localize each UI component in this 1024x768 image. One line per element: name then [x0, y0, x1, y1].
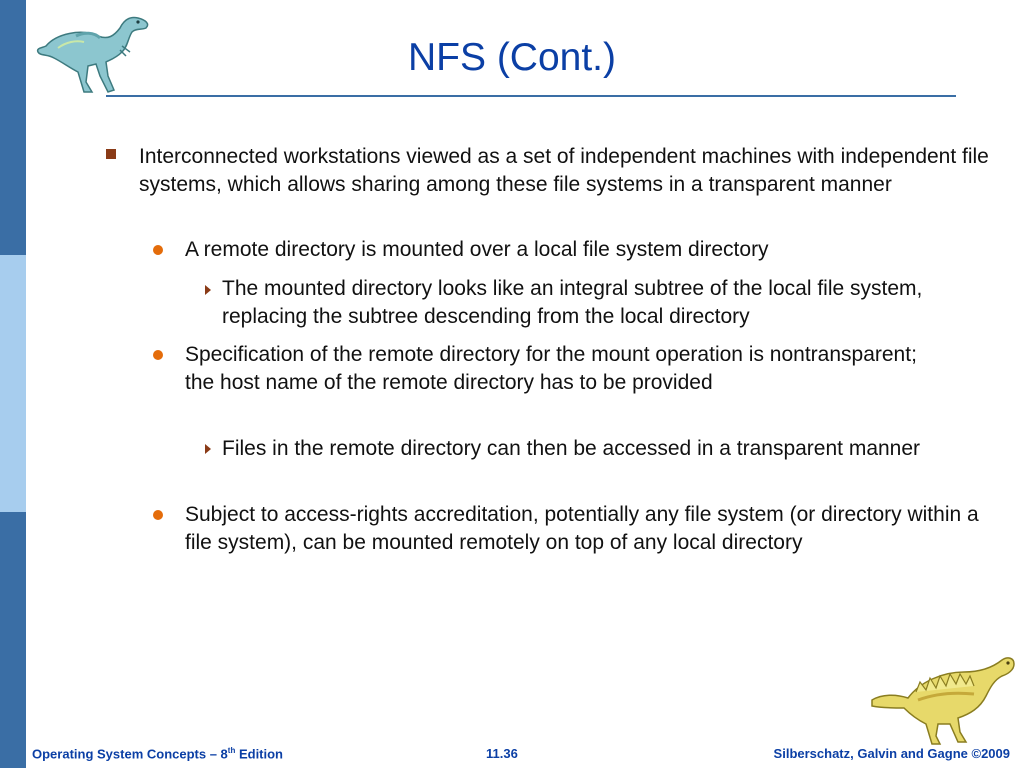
bullet-level1 [139, 143, 1009, 199]
arrow-bullet-icon [205, 285, 211, 295]
left-accent-strip [0, 0, 26, 768]
bullet-text: Files in the remote directory can then be accessed in a transparent manner [222, 437, 921, 460]
bullet-text: The mounted directory looks like an integral subtree of the local file system, replacing the subtree descending from the local directory [222, 277, 923, 328]
dot-bullet-icon [153, 350, 163, 360]
strip-segment-bottom [0, 512, 26, 768]
bullet-level2 [185, 341, 945, 397]
dot-bullet-icon [153, 510, 163, 520]
square-bullet-icon [106, 149, 116, 159]
footer-book-prefix: Operating System Concepts – 8 [32, 746, 228, 762]
dinosaur-icon [36, 6, 156, 96]
dot-bullet-icon [153, 245, 163, 255]
strip-segment-top [0, 0, 26, 255]
bullet-level3 [222, 275, 1012, 331]
strip-segment-middle [0, 255, 26, 512]
bullet-level2 [185, 501, 985, 557]
bullet-text: Specification of the remote directory for the mount operation is nontransparent; the host name of the remote directory has to be provided [185, 343, 917, 394]
dinosaur-icon [868, 654, 1018, 746]
footer-authors: Silberschatz, Galvin and Gagne ©2009 [773, 746, 1010, 761]
bullet-level3 [222, 435, 1012, 463]
footer-book-title [32, 746, 283, 761]
slide-title: NFS (Cont.) [407, 36, 617, 79]
title-divider [106, 95, 956, 97]
footer-book-sup: th [227, 746, 236, 755]
bullet-text: Subject to access-rights accreditation, potentially any file system (or directory within a file system), can be mounted remotely on top of any local directory [185, 503, 979, 554]
footer-page-number: 11.36 [486, 746, 518, 761]
bullet-text: Interconnected workstations viewed as a set of independent machines with independent file systems, which allows sharing among these file systems in a transparent manner [139, 145, 989, 196]
arrow-bullet-icon [205, 444, 211, 454]
bullet-level2 [185, 236, 1005, 264]
bullet-text: A remote directory is mounted over a local file system directory [185, 238, 769, 261]
footer-book-suffix: Edition [235, 746, 284, 762]
